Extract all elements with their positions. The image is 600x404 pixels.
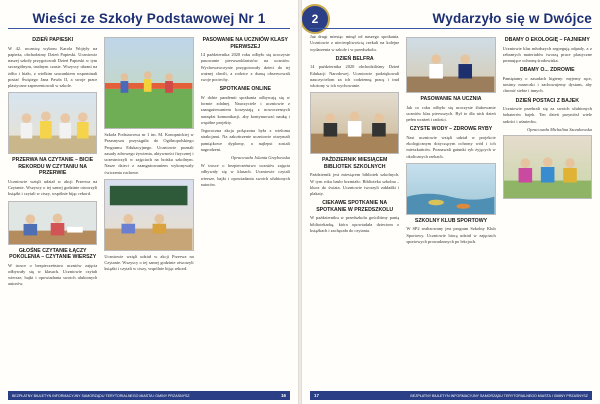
section-heading: DZIEŃ PAPIESKI — [32, 37, 74, 43]
section-body: Jak co roku odbyło się uroczyste ślubowanie uczniów klas pierwszych. Był to dla nich dzień pełen wrażeń i radości. — [406, 104, 496, 122]
photo-papal-day — [8, 92, 97, 154]
section-body: Uczniowie przebrali się za swoich ulubionych bohaterów bajek. Ten dzień przyniósł wiele radości i uśmiechu. — [502, 106, 592, 124]
right-page-footer — [310, 391, 592, 400]
footer-text: BEZPŁATNY BIULETYN INFORMACYJNY SAMORZĄDU TERYTORIALNEGO MIASTA I GMINY PRZASNYSZ — [410, 393, 588, 398]
section-body: W dobie pandemii spotkania odbywają się w formie zdalnej. Nauczyciele i uczniowie z zaangażowaniem korzystają z nowoczesnych narzędzi komunikacji, aby kontynuować naukę i wspólne projekty. — [200, 94, 290, 125]
section-heading: DZIEŃ BELFRA — [335, 55, 374, 62]
left-column-1 — [8, 34, 97, 384]
left-column-2 — [104, 34, 193, 384]
left-page-footer — [8, 391, 290, 400]
section-heading: SZKOLNY KLUB SPORTOWY — [414, 217, 488, 224]
section-body: Październik jest miesiącem bibliotek szkolnych. W tym roku hasło brzmiało: Biblioteka szkolna – klucz do świata. Uczniowie tworzyli zakładki i plakaty. — [310, 172, 400, 196]
section-heading: PRZERWA NA CZYTANIE – BICIE REKORDU W CZYTANIU NA PRZERWIE — [12, 157, 94, 177]
left-page-title: Wieści ze Szkoły Podstawowej Nr 1 — [32, 11, 266, 26]
section-body: W październiku w przedszkolu gościliśmy panią bibliotekarkę, która opowiadała dzieciom o książkach i zachęcała do czytania. — [310, 215, 400, 233]
signature: Opracowała Jolanta Grzybowska — [230, 155, 290, 160]
school-emblem-badge: 2 — [302, 4, 330, 34]
photo-clean-water — [406, 163, 495, 215]
right-columns — [310, 34, 592, 384]
section-body: Nasi uczniowie wzięli udział w projekcie ekologicznym dotyczącym ochrony wód i ich mieszkańców. Poznawali gatunki ryb żyjących w okolicznych rzekach. — [406, 134, 496, 159]
section-heading: PASOWANIE NA UCZNIA — [420, 96, 482, 102]
section-heading: CZYSTE WODY – ZDROWE RYBY — [409, 126, 493, 133]
section-body: 14 października 2020 obchodziliśmy Dzień Edukacji Narodowej. Uczniowie podziękowali nauczycielom za ich codzienną pracę i trud włożony w ich wychowanie. — [310, 64, 400, 88]
right-column-3 — [503, 34, 592, 384]
section-body: Tegoroczna akcja połączona była z wieloma atrakcjami. Na zakończenie uczniowie otrzymali pamiątkowe dyplomy, a najlepsi zostali nagrodzeni. — [200, 128, 290, 152]
right-column-2 — [406, 34, 495, 384]
photo-classroom — [104, 179, 193, 251]
photo-school-sports — [104, 37, 193, 129]
section-body: Uczniowie wzięli udział w akcji Przerwa na Czytanie. Wszyscy o tej samej godzinie otworzyli książki i czytali w ciszy, wspólnie bijąc rekord. — [104, 253, 194, 272]
section-heading: SPOTKANIE ONLINE — [219, 86, 271, 93]
section-body: Uczniowie wzięli udział w akcji Przerwa na Czytanie. Wszyscy o tej samej godzinie otworzyli książki i czytali w ciszy, wspólnie bijąc rekord. — [8, 178, 98, 197]
photo-fairytale-day — [503, 135, 592, 199]
section-heading: DBAMY O... ZDROWIE — [519, 67, 575, 74]
right-page-title: Wydarzyło się w Dwójce — [432, 11, 592, 26]
photo-reading-break — [8, 201, 97, 245]
section-body: W trosce o bezpieczeństwo uczniów zajęcia odbywały się w klasach. Uczniowie czytali wiersze, bajki i opowiadania swoich ulubionych autorów. — [8, 262, 98, 287]
page-number: 17 — [314, 393, 319, 398]
section-body: Pamiętamy o zasadach higieny: myjemy ręce, nosimy maseczki i zachowujemy dystans, aby chronić siebie i innych. — [502, 75, 592, 94]
right-page-header — [310, 6, 592, 29]
section-body: Już drugi miesiąc minął od naszego spotkania. Uczniowie z niecierpliwością czekali na kolejne wydarzenia w szkole i w przedszkolu. — [310, 34, 400, 52]
section-body: Uczniowie klas młodszych segregują odpady, a z zebranych materiałów tworzą prace plastyczne promujące ochronę środowiska. — [502, 45, 592, 63]
section-body: W SP2 realizowany jest program Szkolny Klub Sportowy. Uczniowie biorą udział w zajęciach sportowych prowadzonych po lekcjach. — [406, 226, 496, 244]
signature: Opracowała Michalina Szczukowska — [527, 126, 592, 132]
footer-text: BEZPŁATNY BIULETYN INFORMACYJNY SAMORZĄDU TERYTORIALNEGO MIASTA I GMINY PRZASNYSZ — [12, 393, 190, 398]
left-page-header — [8, 6, 290, 29]
section-heading: GŁOŚNE CZYTANIE ŁĄCZY POKOLENIA – CZYTANIE WIERSZY — [9, 247, 97, 260]
section-heading: DBAMY O EKOLOGIĘ – FAJNIEMY — [504, 37, 590, 43]
photo-pledge — [406, 37, 495, 93]
left-column-3 — [201, 34, 290, 384]
photo-teachers-day — [310, 92, 399, 154]
section-body: 14 października 2020 roku odbyło się uroczyste pasowanie pierwszoklasistów na uczniów. Wychowawczynie przygotowały dzieci do tej ważnej chwili, a rodzice z dumą obserwowali swoje pociechy. — [200, 52, 290, 82]
section-heading: PAŹDZIERNIK MIESIĄCEM BIBLIOTEK SZKOLNYCH — [322, 157, 388, 170]
section-body: W 42. rocznicę wyboru Karola Wojtyły na papieża, obchodzimy Dzień Papieski. Uczniowie naszej szkoły przygotowali Dzień Papieski w tym szczególnym, trudnym czasie. Wszyscy ubrani na żółto i biało, z wielkim szacunkiem wspominali postać Świętego Jana Pawła II, a swoje prace plastyczne zaprezentowali w szkole. — [8, 45, 98, 88]
left-columns — [8, 34, 290, 384]
section-body: Szkoła Podstawowa nr 1 im. M. Konopnickiej w Przasnyszu przystąpiła do Ogólnopolskiego Programu Edukacyjnego. Uczniowie poznali zasady zdrowego żywienia, aktywności fizycznej i uczestniczyli w zajęciach na boisku szkolnym. Nasze dzieci z zaangażowaniem wykonywały ćwiczenia ruchowe. — [104, 132, 194, 175]
left-page — [0, 0, 298, 404]
section-body: W trosce o bezpieczeństwo uczniów zajęcia odbywały się w klasach. Uczniowie czytali wiersze, bajki i opowiadania swoich ulubionych autorów. — [200, 163, 290, 187]
right-column-1 — [310, 34, 399, 384]
section-heading: CIEKAWE SPOTKANIE NA SPOTKANIE W PRZEDSZKOLU — [316, 200, 394, 213]
section-heading: PASOWANIE NA UCZNIÓW KLASY PIERWSZEJ — [202, 37, 288, 50]
page-number: 16 — [281, 393, 286, 398]
section-heading: DZIEŃ POSTACI Z BAJEK — [515, 97, 579, 104]
right-page — [302, 0, 600, 404]
